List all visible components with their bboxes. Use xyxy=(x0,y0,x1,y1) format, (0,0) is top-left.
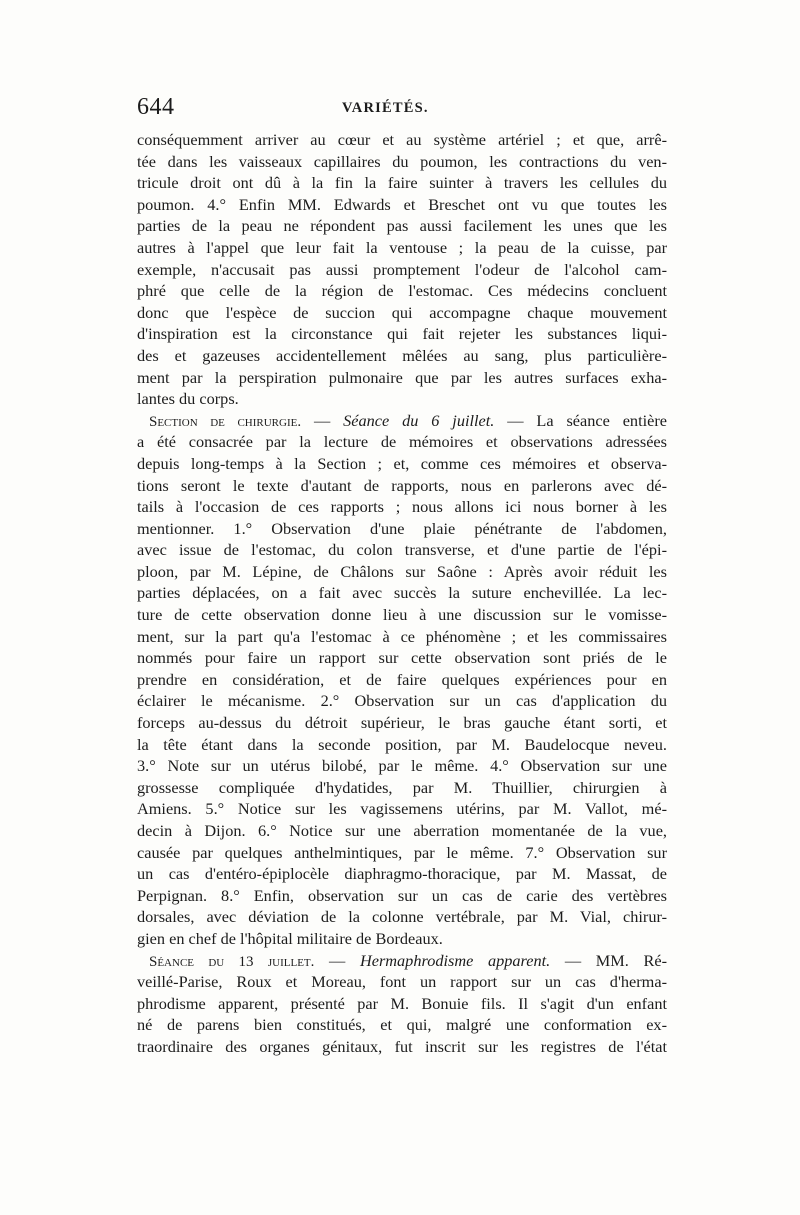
text-line: tions seront le texte d'autant de rapports, nous en parlerons avec dé- xyxy=(137,475,667,495)
paragraph-seance-13-juillet xyxy=(137,950,667,1058)
paragraph-continuation xyxy=(137,129,667,410)
text-line: parties de la peau ne répondent pas aussi facilement les unes que les xyxy=(137,216,667,236)
text-line: grossesse compliquée d'hydatides, par M. Thuillier, chirurgien à xyxy=(137,777,667,797)
text-line: un cas d'entéro-épiplocèle diaphragmo-thoracique, par M. Massat, de xyxy=(137,864,667,884)
text-line: depuis long-temps à la Section ; et, comme ces mémoires et observa- xyxy=(137,453,667,473)
text-line: nommés pour faire un rapport sur cette observation sont priés de le xyxy=(137,648,667,668)
text-line: dorsales, avec déviation de la colonne vertébrale, par M. Vial, chirur- xyxy=(137,907,667,927)
section-lead-line xyxy=(137,950,667,972)
text-line: ment, sur la part qu'a l'estomac à ce phénomène ; et les commissaires xyxy=(137,626,667,646)
text-line: prendre en considération, et de faire quelques expériences pour en xyxy=(137,669,667,689)
text-line: éclairer le mécanisme. 2.° Observation sur un cas d'application du xyxy=(137,691,667,711)
text-line: conséquemment arriver au cœur et au système artériel ; et que, arrê- xyxy=(137,130,667,149)
text-line: lantes du corps. xyxy=(137,389,239,409)
text-line: né de parens bien constitués, et qui, malgré une conformation ex- xyxy=(137,1015,667,1035)
lead-text: — La séance entière xyxy=(494,410,667,430)
text-line: donc que l'espèce de succion qui accompagne chaque mouvement xyxy=(137,302,667,322)
text-line: Amiens. 5.° Notice sur les vagissemens utérins, par M. Vallot, mé- xyxy=(137,799,667,819)
text-line: la tête étant dans la seconde position, par M. Baudelocque neveu. xyxy=(137,734,667,754)
text-line: 3.° Note sur un utérus bilobé, par le même. 4.° Observation sur une xyxy=(137,756,667,776)
text-line: parties déplacées, on a fait avec succès la suture enchevillée. La lec- xyxy=(137,583,667,603)
text-line: traordinaire des organes génitaux, fut inscrit sur les registres de l'état xyxy=(137,1036,667,1056)
page-number: 644 xyxy=(137,94,175,120)
page-header xyxy=(137,94,667,128)
text-line: des et gazeuses accidentellement mêlées au sang, plus particulière- xyxy=(137,345,667,365)
text-line: avec issue de l'estomac, du colon transverse, et d'une partie de l'épi- xyxy=(137,540,667,560)
text-line: phré que celle de la région de l'estomac. Ces médecins concluent xyxy=(137,281,667,301)
text-line: phrodisme apparent, présenté par M. Bonuie fils. Il s'agit d'un enfant xyxy=(137,993,667,1013)
text-line: exemple, n'accusait pas aussi promptement l'odeur de l'alcohol cam- xyxy=(137,259,667,279)
running-head: VARIÉTÉS. xyxy=(342,100,429,116)
lead-text: — MM. Ré- xyxy=(550,950,667,970)
text-line: ploon, par M. Lépine, de Châlons sur Saône : Après avoir réduit les xyxy=(137,561,667,581)
lead-dash: — xyxy=(301,410,344,430)
lead-dash: — xyxy=(314,950,360,970)
text-line: ment par la perspiration pulmonaire que par les autres surfaces exha- xyxy=(137,367,667,387)
paragraph-section-chirurgie xyxy=(137,410,667,950)
text-line: causée par quelques anthelmintiques, par le même. 7.° Observation sur xyxy=(137,842,667,862)
section-heading: Séance du 13 juillet. xyxy=(149,953,315,970)
body-text xyxy=(137,129,667,1058)
text-line: forceps au-dessus du détroit supérieur, le bras gauche étant sorti, et xyxy=(137,713,667,733)
session-title: Hermaphrodisme apparent. xyxy=(359,950,551,970)
section-lead-line xyxy=(137,410,667,432)
text-line: poumon. 4.° Enfin MM. Edwards et Breschet ont vu que toutes les xyxy=(137,194,667,214)
text-line: veillé-Parise, Roux et Moreau, font un rapport sur un cas d'herma- xyxy=(137,972,667,992)
text-line: a été consacrée par la lecture de mémoires et observations adressées xyxy=(137,432,667,452)
text-line: mentionner. 1.° Observation d'une plaie pénétrante de l'abdomen, xyxy=(137,518,667,538)
text-line: tée dans les vaisseaux capillaires du poumon, les contractions du ven- xyxy=(137,151,667,171)
section-heading: Section de chirurgie. xyxy=(149,413,302,430)
text-line: tricule droit ont dû à la fin la faire suinter à travers les cellules du xyxy=(137,173,667,193)
text-line: decin à Dijon. 6.° Notice sur une aberration momentanée de la vue, xyxy=(137,821,667,840)
text-line: ture de cette observation donne lieu à une discussion sur le vomisse- xyxy=(137,605,667,625)
text-line: gien en chef de l'hôpital militaire de Bordeaux. xyxy=(137,928,443,948)
text-line: Perpignan. 8.° Enfin, observation sur un cas de carie des vertèbres xyxy=(137,885,667,905)
text-line: autres à l'appel que leur fait la ventouse ; la peau de la cuisse, par xyxy=(137,237,667,257)
text-line: tails à l'occasion de ces rapports ; nous allons ici nous borner à les xyxy=(137,497,667,517)
text-line: d'inspiration est la circonstance qui fait rejeter les substances liqui- xyxy=(137,324,667,344)
session-title: Séance du 6 juillet. xyxy=(343,410,495,430)
